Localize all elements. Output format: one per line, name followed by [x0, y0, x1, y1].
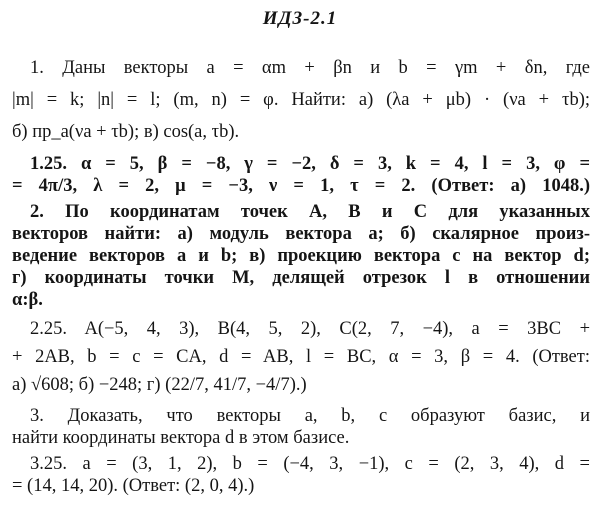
text-line: 2. По координатам точек A, B и C для указанных: [30, 202, 590, 222]
text-line: а) √608; б) −248; г) (22/7, 41/7, −4/7).): [12, 375, 307, 395]
text-line: 1. Даны векторы a = αm + βn и b = γm + δn, где: [30, 58, 590, 78]
text-line: = (14, 14, 20). (Ответ: (2, 0, 4).): [12, 476, 255, 496]
text-line: 2.25. A(−5, 4, 3), B(4, 5, 2), C(2, 7, −4), a = 3BC +: [30, 319, 590, 339]
text-line: + 2AB, b = c = CA, d = AB, l = BC, α = 3, β = 4. (Ответ:: [12, 347, 590, 367]
text-line: = 4π/3, λ = 2, μ = −3, ν = 1, τ = 2. (Ответ: а) 1048.): [12, 176, 590, 196]
text-line: б) пр_a(νa + τb); в) cos(a, τb).: [12, 122, 240, 142]
text-line: 3.25. a = (3, 1, 2), b = (−4, 3, −1), c = (2, 3, 4), d =: [30, 454, 590, 474]
text-line: ведение векторов a и b; в) проекцию вектора c на вектор d;: [12, 246, 590, 266]
text-line: 3. Доказать, что векторы a, b, c образуют базис, и: [30, 406, 590, 426]
text-line: α:β.: [12, 290, 43, 310]
text-line: векторов найти: а) модуль вектора a; б) скалярное произ-: [12, 224, 590, 244]
text-line: г) координаты точки M, делящей отрезок l в отношении: [12, 268, 590, 288]
page-title: ИДЗ-2.1: [262, 8, 338, 29]
text-line: 1.25. α = 5, β = −8, γ = −2, δ = 3, k = 4, l = 3, φ =: [30, 154, 590, 174]
text-line: |m| = k; |n| = l; (m, n) = φ. Найти: а) (λa + μb) · (νa + τb);: [12, 90, 590, 110]
text-line: найти координаты вектора d в этом базисе.: [12, 428, 350, 448]
